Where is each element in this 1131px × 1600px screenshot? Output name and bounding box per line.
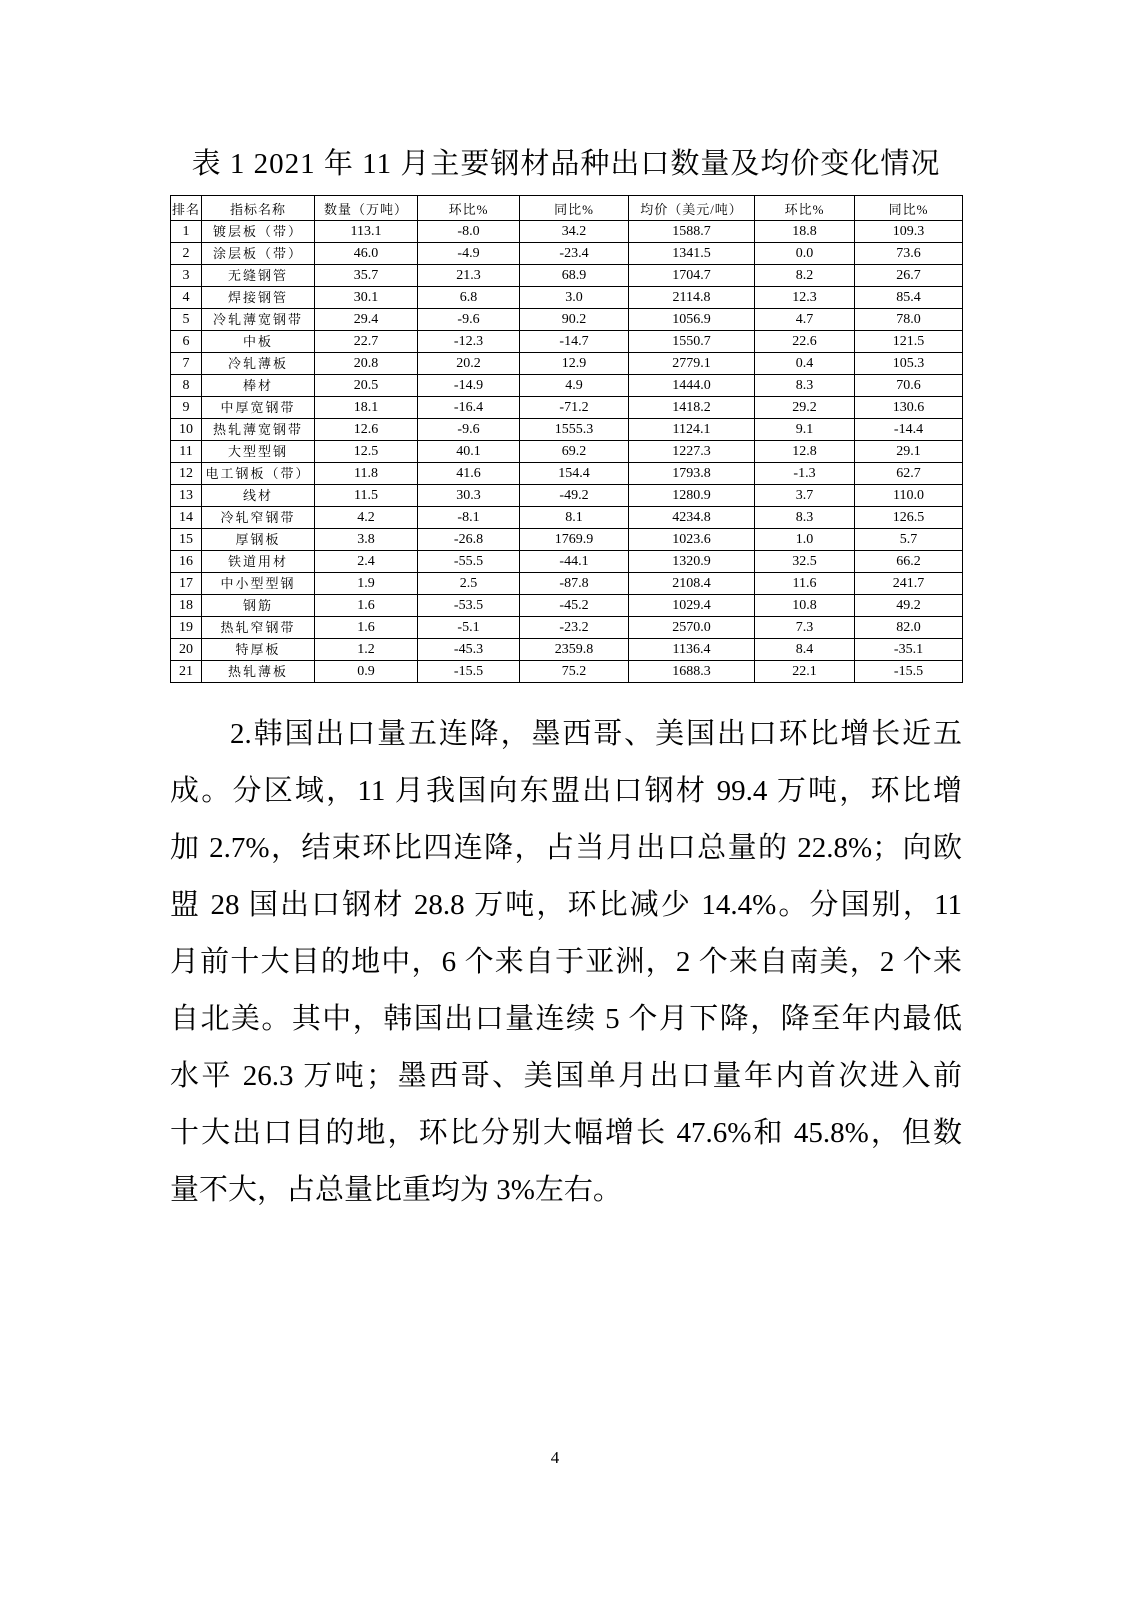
cell-rank: 3 xyxy=(171,265,202,287)
cell-price-yoy: -15.5 xyxy=(855,661,963,683)
cell-qty-yoy: 1555.3 xyxy=(520,419,629,441)
cell-price-mom: -1.3 xyxy=(755,463,855,485)
column-header-rank: 排名 xyxy=(171,196,202,221)
cell-qty-yoy: -14.7 xyxy=(520,331,629,353)
cell-name: 热轧薄宽钢带 xyxy=(202,419,315,441)
cell-avg-price: 1588.7 xyxy=(629,221,755,243)
cell-avg-price: 1023.6 xyxy=(629,529,755,551)
table-row xyxy=(171,331,963,353)
cell-avg-price: 1688.3 xyxy=(629,661,755,683)
paragraph-line: 成。分区域，11 月我国向东盟出口钢材 99.4 万吨，环比增 xyxy=(170,775,962,807)
cell-qty-yoy: 34.2 xyxy=(520,221,629,243)
cell-avg-price: 1056.9 xyxy=(629,309,755,331)
cell-qty-mom: -12.3 xyxy=(418,331,520,353)
cell-qty-yoy: -71.2 xyxy=(520,397,629,419)
column-header-name: 指标名称 xyxy=(202,196,315,221)
cell-name: 冷轧薄宽钢带 xyxy=(202,309,315,331)
cell-rank: 8 xyxy=(171,375,202,397)
table-row xyxy=(171,287,963,309)
cell-rank: 11 xyxy=(171,441,202,463)
cell-price-yoy: 130.6 xyxy=(855,397,963,419)
paragraph-line: 量不大，占总量比重均为 3%左右。 xyxy=(170,1174,622,1206)
cell-avg-price: 1444.0 xyxy=(629,375,755,397)
table-row xyxy=(171,529,963,551)
cell-name: 棒材 xyxy=(202,375,315,397)
paragraph-line: 2.韩国出口量五连降，墨西哥、美国出口环比增长近五 xyxy=(230,718,962,750)
cell-quantity: 12.5 xyxy=(315,441,418,463)
cell-rank: 15 xyxy=(171,529,202,551)
cell-name: 冷轧薄板 xyxy=(202,353,315,375)
cell-avg-price: 2114.8 xyxy=(629,287,755,309)
cell-price-mom: 22.6 xyxy=(755,331,855,353)
table-row xyxy=(171,353,963,375)
cell-name: 无缝钢管 xyxy=(202,265,315,287)
cell-rank: 16 xyxy=(171,551,202,573)
cell-quantity: 11.5 xyxy=(315,485,418,507)
cell-price-yoy: 70.6 xyxy=(855,375,963,397)
cell-qty-yoy: 4.9 xyxy=(520,375,629,397)
table-header-row xyxy=(171,196,963,221)
cell-qty-mom: -26.8 xyxy=(418,529,520,551)
cell-qty-mom: -14.9 xyxy=(418,375,520,397)
cell-avg-price: 1136.4 xyxy=(629,639,755,661)
cell-rank: 17 xyxy=(171,573,202,595)
cell-name: 钢筋 xyxy=(202,595,315,617)
cell-qty-yoy: 69.2 xyxy=(520,441,629,463)
cell-avg-price: 1280.9 xyxy=(629,485,755,507)
cell-name: 涂层板（带） xyxy=(202,243,315,265)
cell-qty-mom: -45.3 xyxy=(418,639,520,661)
cell-qty-yoy: 154.4 xyxy=(520,463,629,485)
paragraph-line: 水平 26.3 万吨；墨西哥、美国单月出口量年内首次进入前 xyxy=(170,1060,962,1092)
cell-price-yoy: 66.2 xyxy=(855,551,963,573)
cell-qty-mom: -5.1 xyxy=(418,617,520,639)
cell-price-yoy: 82.0 xyxy=(855,617,963,639)
cell-rank: 18 xyxy=(171,595,202,617)
cell-quantity: 113.1 xyxy=(315,221,418,243)
cell-price-yoy: 121.5 xyxy=(855,331,963,353)
cell-rank: 14 xyxy=(171,507,202,529)
cell-rank: 4 xyxy=(171,287,202,309)
cell-qty-mom: -9.6 xyxy=(418,419,520,441)
cell-price-yoy: 109.3 xyxy=(855,221,963,243)
cell-qty-yoy: -23.2 xyxy=(520,617,629,639)
cell-qty-yoy: 1769.9 xyxy=(520,529,629,551)
cell-price-yoy: 49.2 xyxy=(855,595,963,617)
cell-price-yoy: 78.0 xyxy=(855,309,963,331)
cell-price-mom: 12.3 xyxy=(755,287,855,309)
cell-qty-yoy: 12.9 xyxy=(520,353,629,375)
cell-name: 冷轧窄钢带 xyxy=(202,507,315,529)
cell-avg-price: 1704.7 xyxy=(629,265,755,287)
cell-qty-mom: 40.1 xyxy=(418,441,520,463)
cell-price-mom: 8.2 xyxy=(755,265,855,287)
cell-qty-yoy: 90.2 xyxy=(520,309,629,331)
cell-qty-yoy: 68.9 xyxy=(520,265,629,287)
table-row xyxy=(171,419,963,441)
paragraph-line: 自北美。其中，韩国出口量连续 5 个月下降，降至年内最低 xyxy=(170,1003,962,1035)
cell-price-mom: 8.3 xyxy=(755,507,855,529)
cell-rank: 20 xyxy=(171,639,202,661)
steel-export-table xyxy=(170,195,963,683)
cell-quantity: 2.4 xyxy=(315,551,418,573)
cell-price-yoy: 29.1 xyxy=(855,441,963,463)
cell-quantity: 20.5 xyxy=(315,375,418,397)
cell-rank: 19 xyxy=(171,617,202,639)
cell-price-yoy: 62.7 xyxy=(855,463,963,485)
paragraph-line: 盟 28 国出口钢材 28.8 万吨，环比减少 14.4%。分国别，11 xyxy=(170,889,962,921)
cell-avg-price: 1793.8 xyxy=(629,463,755,485)
cell-qty-mom: -16.4 xyxy=(418,397,520,419)
cell-name: 铁道用材 xyxy=(202,551,315,573)
cell-qty-mom: -55.5 xyxy=(418,551,520,573)
cell-name: 中厚宽钢带 xyxy=(202,397,315,419)
cell-price-mom: 3.7 xyxy=(755,485,855,507)
cell-price-mom: 18.8 xyxy=(755,221,855,243)
table-row xyxy=(171,661,963,683)
cell-name: 线材 xyxy=(202,485,315,507)
cell-name: 镀层板（带） xyxy=(202,221,315,243)
cell-quantity: 1.6 xyxy=(315,595,418,617)
cell-qty-mom: 20.2 xyxy=(418,353,520,375)
cell-quantity: 4.2 xyxy=(315,507,418,529)
cell-quantity: 20.8 xyxy=(315,353,418,375)
cell-qty-yoy: -87.8 xyxy=(520,573,629,595)
document-page-content xyxy=(170,146,962,1219)
cell-price-yoy: 85.4 xyxy=(855,287,963,309)
cell-qty-mom: -9.6 xyxy=(418,309,520,331)
cell-price-mom: 8.3 xyxy=(755,375,855,397)
cell-avg-price: 1550.7 xyxy=(629,331,755,353)
cell-price-yoy: 26.7 xyxy=(855,265,963,287)
cell-price-mom: 8.4 xyxy=(755,639,855,661)
cell-qty-mom: -8.1 xyxy=(418,507,520,529)
cell-rank: 1 xyxy=(171,221,202,243)
cell-price-mom: 11.6 xyxy=(755,573,855,595)
cell-price-mom: 4.7 xyxy=(755,309,855,331)
cell-name: 厚钢板 xyxy=(202,529,315,551)
cell-quantity: 1.9 xyxy=(315,573,418,595)
cell-avg-price: 1029.4 xyxy=(629,595,755,617)
table-row xyxy=(171,441,963,463)
cell-qty-mom: 30.3 xyxy=(418,485,520,507)
cell-price-yoy: -35.1 xyxy=(855,639,963,661)
paragraph-line: 月前十大目的地中，6 个来自于亚洲，2 个来自南美，2 个来 xyxy=(170,946,962,978)
cell-quantity: 46.0 xyxy=(315,243,418,265)
cell-avg-price: 2570.0 xyxy=(629,617,755,639)
cell-qty-yoy: 8.1 xyxy=(520,507,629,529)
cell-quantity: 3.8 xyxy=(315,529,418,551)
cell-avg-price: 4234.8 xyxy=(629,507,755,529)
cell-price-mom: 32.5 xyxy=(755,551,855,573)
cell-rank: 12 xyxy=(171,463,202,485)
table-row xyxy=(171,573,963,595)
page-number: 4 xyxy=(550,1448,560,1467)
cell-price-yoy: 105.3 xyxy=(855,353,963,375)
cell-quantity: 22.7 xyxy=(315,331,418,353)
cell-quantity: 1.6 xyxy=(315,617,418,639)
cell-price-yoy: -14.4 xyxy=(855,419,963,441)
column-header-qty-mom: 环比% xyxy=(418,196,520,221)
cell-price-mom: 7.3 xyxy=(755,617,855,639)
cell-qty-mom: -8.0 xyxy=(418,221,520,243)
cell-rank: 13 xyxy=(171,485,202,507)
table-row xyxy=(171,375,963,397)
cell-name: 热轧薄板 xyxy=(202,661,315,683)
cell-avg-price: 2779.1 xyxy=(629,353,755,375)
cell-price-mom: 29.2 xyxy=(755,397,855,419)
cell-qty-yoy: 3.0 xyxy=(520,287,629,309)
table-row xyxy=(171,551,963,573)
cell-qty-yoy: 75.2 xyxy=(520,661,629,683)
cell-qty-mom: 2.5 xyxy=(418,573,520,595)
cell-name: 中板 xyxy=(202,331,315,353)
table-row xyxy=(171,639,963,661)
cell-rank: 5 xyxy=(171,309,202,331)
cell-avg-price: 1320.9 xyxy=(629,551,755,573)
paragraph-line: 加 2.7%，结束环比四连降，占当月出口总量的 22.8%；向欧 xyxy=(170,832,962,864)
cell-rank: 2 xyxy=(171,243,202,265)
cell-price-mom: 1.0 xyxy=(755,529,855,551)
cell-avg-price: 1418.2 xyxy=(629,397,755,419)
cell-quantity: 0.9 xyxy=(315,661,418,683)
cell-qty-mom: 21.3 xyxy=(418,265,520,287)
cell-name: 大型型钢 xyxy=(202,441,315,463)
table-row xyxy=(171,617,963,639)
cell-price-yoy: 241.7 xyxy=(855,573,963,595)
table-row xyxy=(171,397,963,419)
cell-price-mom: 10.8 xyxy=(755,595,855,617)
cell-price-mom: 0.4 xyxy=(755,353,855,375)
table-row xyxy=(171,265,963,287)
column-header-qty-yoy: 同比% xyxy=(520,196,629,221)
cell-rank: 7 xyxy=(171,353,202,375)
cell-name: 焊接钢管 xyxy=(202,287,315,309)
table-title: 表 1 2021 年 11 月主要钢材品种出口数量及均价变化情况 xyxy=(191,148,941,180)
table-row xyxy=(171,243,963,265)
cell-avg-price: 1341.5 xyxy=(629,243,755,265)
cell-name: 中小型型钢 xyxy=(202,573,315,595)
column-header-quantity: 数量（万吨） xyxy=(315,196,418,221)
cell-qty-yoy: -23.4 xyxy=(520,243,629,265)
cell-name: 热轧窄钢带 xyxy=(202,617,315,639)
column-header-price-yoy: 同比% xyxy=(855,196,963,221)
cell-quantity: 12.6 xyxy=(315,419,418,441)
cell-qty-mom: 41.6 xyxy=(418,463,520,485)
table-row xyxy=(171,595,963,617)
cell-name: 电工钢板（带） xyxy=(202,463,315,485)
cell-qty-mom: 6.8 xyxy=(418,287,520,309)
cell-quantity: 1.2 xyxy=(315,639,418,661)
table-row xyxy=(171,221,963,243)
cell-rank: 21 xyxy=(171,661,202,683)
cell-qty-yoy: -45.2 xyxy=(520,595,629,617)
cell-avg-price: 2108.4 xyxy=(629,573,755,595)
table-row xyxy=(171,507,963,529)
cell-price-mom: 9.1 xyxy=(755,419,855,441)
cell-price-mom: 12.8 xyxy=(755,441,855,463)
cell-quantity: 30.1 xyxy=(315,287,418,309)
cell-qty-mom: -53.5 xyxy=(418,595,520,617)
cell-qty-yoy: 2359.8 xyxy=(520,639,629,661)
cell-qty-mom: -15.5 xyxy=(418,661,520,683)
cell-avg-price: 1227.3 xyxy=(629,441,755,463)
column-header-price-mom: 环比% xyxy=(755,196,855,221)
cell-price-mom: 22.1 xyxy=(755,661,855,683)
cell-price-yoy: 110.0 xyxy=(855,485,963,507)
cell-qty-yoy: -44.1 xyxy=(520,551,629,573)
cell-name: 特厚板 xyxy=(202,639,315,661)
cell-rank: 9 xyxy=(171,397,202,419)
cell-price-mom: 0.0 xyxy=(755,243,855,265)
table-row xyxy=(171,463,963,485)
cell-quantity: 29.4 xyxy=(315,309,418,331)
cell-price-yoy: 126.5 xyxy=(855,507,963,529)
body-paragraph xyxy=(170,706,962,1219)
cell-qty-yoy: -49.2 xyxy=(520,485,629,507)
cell-qty-mom: -4.9 xyxy=(418,243,520,265)
table-row xyxy=(171,309,963,331)
cell-quantity: 35.7 xyxy=(315,265,418,287)
table-row xyxy=(171,485,963,507)
cell-rank: 10 xyxy=(171,419,202,441)
cell-avg-price: 1124.1 xyxy=(629,419,755,441)
paragraph-line: 十大出口目的地，环比分别大幅增长 47.6%和 45.8%，但数 xyxy=(170,1117,962,1149)
cell-quantity: 11.8 xyxy=(315,463,418,485)
cell-price-yoy: 5.7 xyxy=(855,529,963,551)
cell-price-yoy: 73.6 xyxy=(855,243,963,265)
column-header-avg-price: 均价（美元/吨） xyxy=(629,196,755,221)
cell-quantity: 18.1 xyxy=(315,397,418,419)
cell-rank: 6 xyxy=(171,331,202,353)
